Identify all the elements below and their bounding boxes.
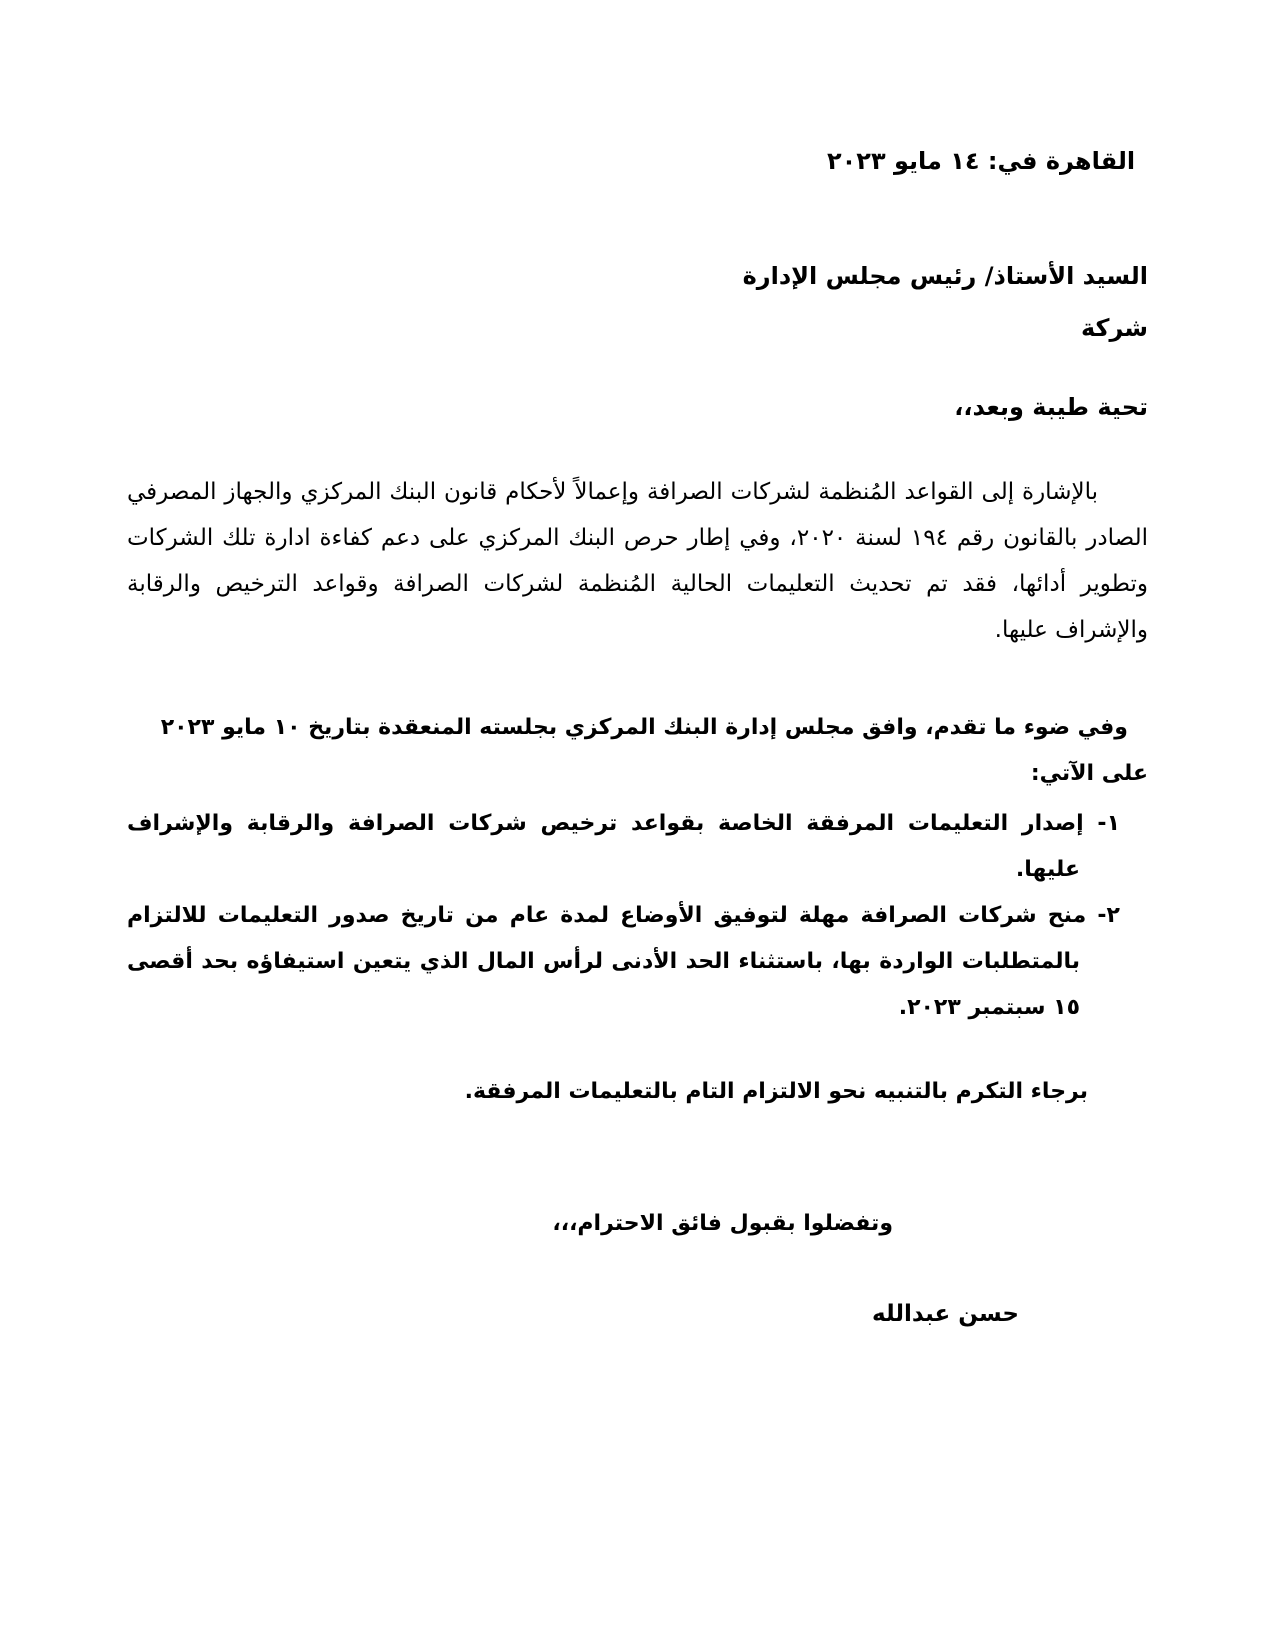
- list-item-1-text: إصدار التعليمات المرفقة الخاصة بقواعد ترخيص شركات الصرافة والرقابة والإشراف عليها.: [127, 811, 1084, 882]
- letter-content: [127, 0, 1148, 1334]
- decisions-list: [127, 801, 1120, 1031]
- list-item-2: [127, 893, 1120, 1031]
- signature-name: حسن عبدالله: [872, 1301, 1019, 1327]
- addressee-line: السيد الأستاذ/ رئيس مجلس الإدارة: [742, 262, 1148, 290]
- salutation-line: تحية طيبة وبعد،،: [954, 393, 1148, 421]
- request-line: برجاء التكرم بالتنبيه نحو الالتزام التام بالتعليمات المرفقة.: [464, 1079, 1088, 1104]
- list-item-1: [127, 801, 1120, 893]
- closing-line: وتفضلوا بقبول فائق الاحترام،،،: [552, 1211, 893, 1236]
- company-line: شركة: [1080, 314, 1148, 342]
- decision-paragraph: وفي ضوء ما تقدم، وافق مجلس إدارة البنك المركزي بجلسته المنعقدة بتاريخ ١٠ مايو ٢٠٢٣ على الآتي:: [160, 715, 1148, 786]
- intro-paragraph: بالإشارة إلى القواعد المُنظمة لشركات الصرافة وإعمالاً لأحكام قانون البنك المركزي والجهاز المصرفي الصادر بالقانون رقم ١٩٤ لسنة ٢٠٢٠، وفي إطار حرص البنك المركزي على دعم كفاءة ادارة تلك الشركات وتطوير أدائها، فقد تم تحديث التعليمات الحالية المُنظمة لشركات الصرافة وقواعد الترخيص والرقابة والإشراف عليها.: [127, 479, 1148, 643]
- list-item-1-number: ١-: [1097, 811, 1120, 836]
- date-line: القاهرة في: ١٤ مايو ٢٠٢٣: [827, 147, 1136, 175]
- list-item-2-text: منح شركات الصرافة مهلة لتوفيق الأوضاع لمدة عام من تاريخ صدور التعليمات للالتزام بالمتطلبات الواردة بها، باستثناء الحد الأدنى لرأس المال الذي يتعين استيفاؤه بحد أقصى ١٥ سبتمبر ٢٠٢٣.: [127, 903, 1087, 1020]
- list-item-2-number: ٢-: [1097, 903, 1120, 928]
